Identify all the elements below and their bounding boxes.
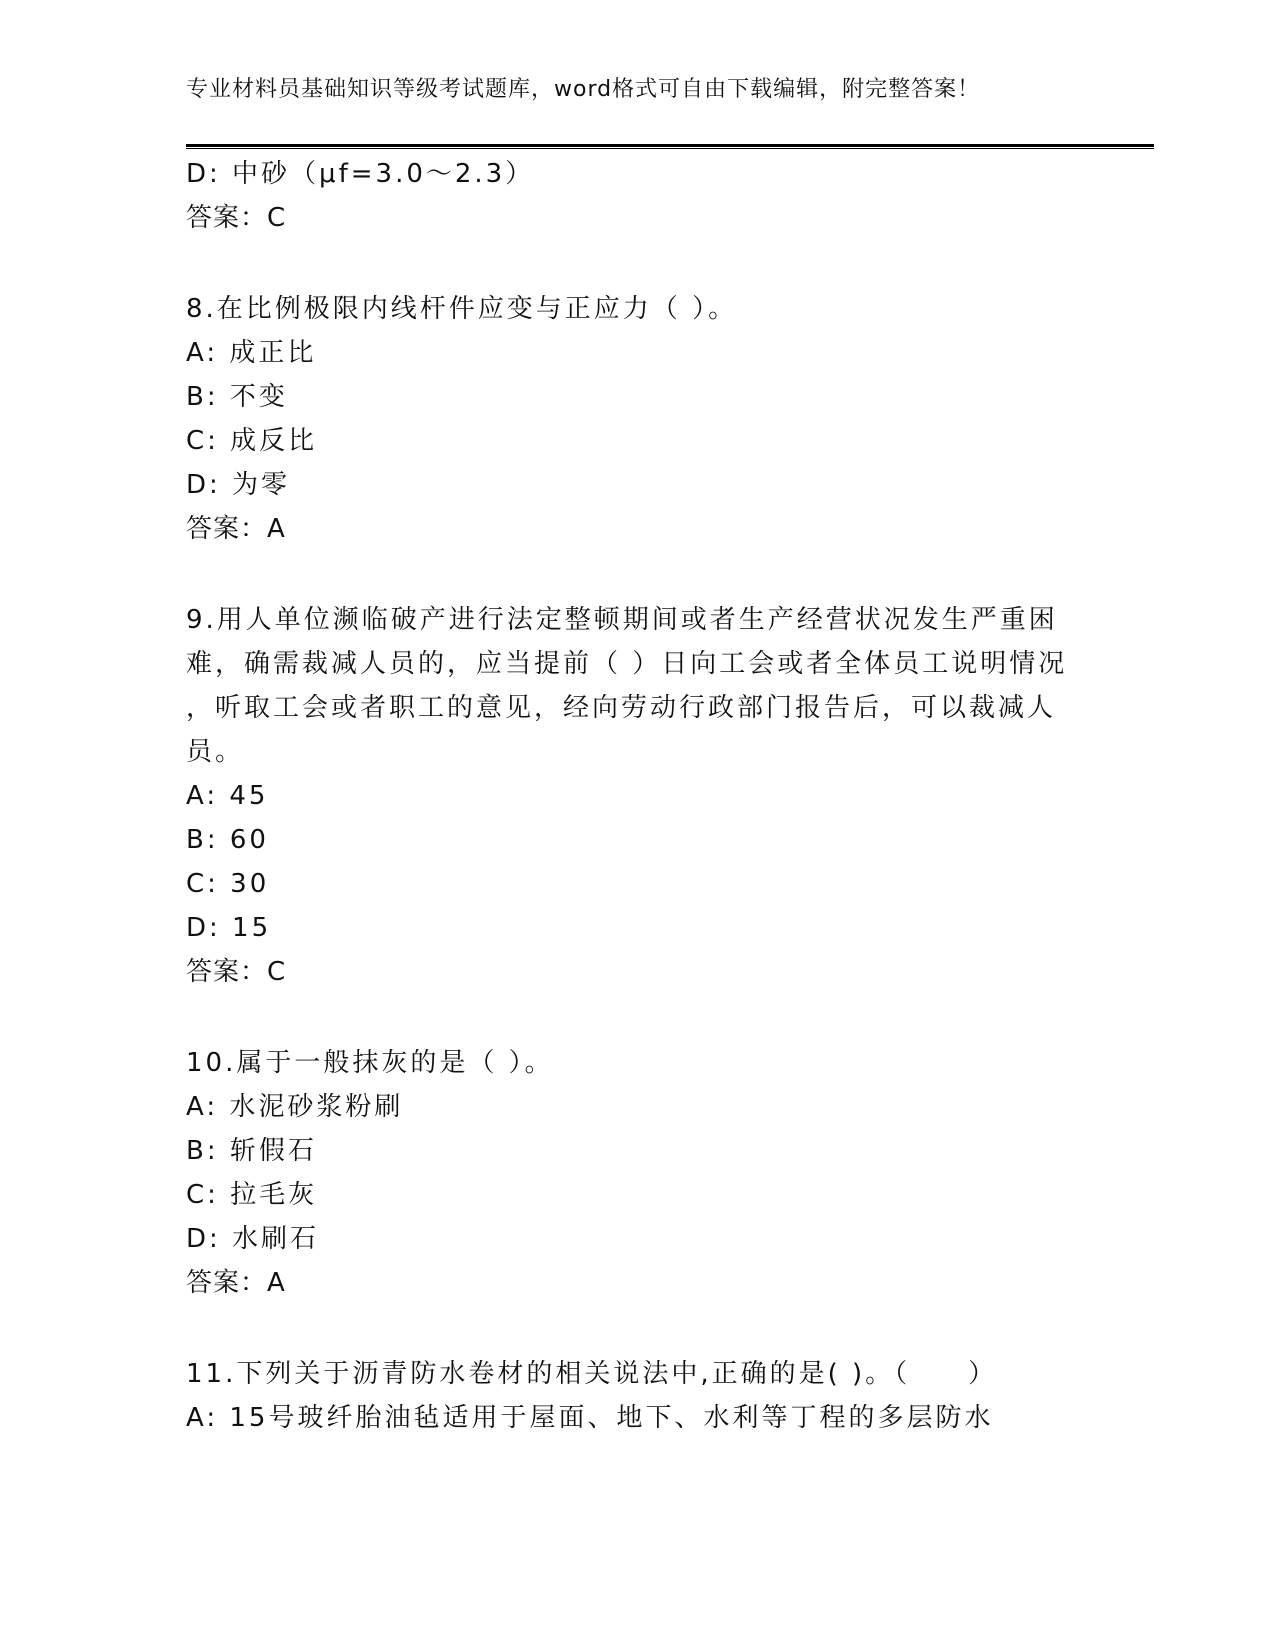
q8-option-d: D: 为零 (186, 470, 291, 500)
q11-stem: 11.下列关于沥青防水卷材的相关说法中,正确的是( )。（ ） (186, 1359, 998, 1389)
q10-stem: 10.属于一般抹灰的是（ ）。 (186, 1048, 554, 1078)
q8-option-c: C: 成反比 (186, 426, 318, 456)
q9-stem-line-3: ，听取工会或者职工的意见，经向劳动行政部门报告后，可以裁减人 (186, 693, 1057, 723)
q10-option-c: C: 拉毛灰 (186, 1180, 318, 1210)
q10-option-a: A: 水泥砂浆粉刷 (186, 1092, 404, 1122)
q10-option-d: D: 水刷石 (186, 1224, 320, 1254)
q10-answer: 答案：A (186, 1268, 286, 1298)
q9-option-b: B: 60 (186, 825, 269, 855)
q10-option-b: B: 斩假石 (186, 1136, 317, 1166)
q9-stem-line-4: 员。 (186, 737, 245, 767)
q9-option-a: A: 45 (186, 781, 269, 811)
prev-answer: 答案：C (186, 203, 287, 233)
q9-stem-line-1: 9.用人单位濒临破产进行法定整顿期间或者生产经营状况发生严重困 (186, 605, 1058, 635)
prev-option-d: D: 中砂（μf=3.0～2.3） (186, 159, 535, 189)
q9-option-d: D: 15 (186, 913, 272, 943)
q9-answer: 答案：C (186, 957, 287, 987)
q9-option-c: C: 30 (186, 869, 270, 899)
q11-option-a: A: 15号玻纤胎油毡适用于屋面、地下、水利等丁程的多层防水 (186, 1403, 994, 1433)
q8-answer: 答案：A (186, 514, 286, 544)
header-divider (186, 144, 1154, 149)
q8-option-b: B: 不变 (186, 382, 288, 412)
q8-stem: 8.在比例极限内线杆件应变与正应力（ ）。 (186, 294, 738, 324)
page-header: 专业材料员基础知识等级考试题库，word格式可自由下载编辑，附完整答案！ (186, 77, 981, 102)
q8-option-a: A: 成正比 (186, 338, 317, 368)
q9-stem-line-2: 难，确需裁减人员的，应当提前（ ）日向工会或者全体员工说明情况 (186, 649, 1068, 679)
